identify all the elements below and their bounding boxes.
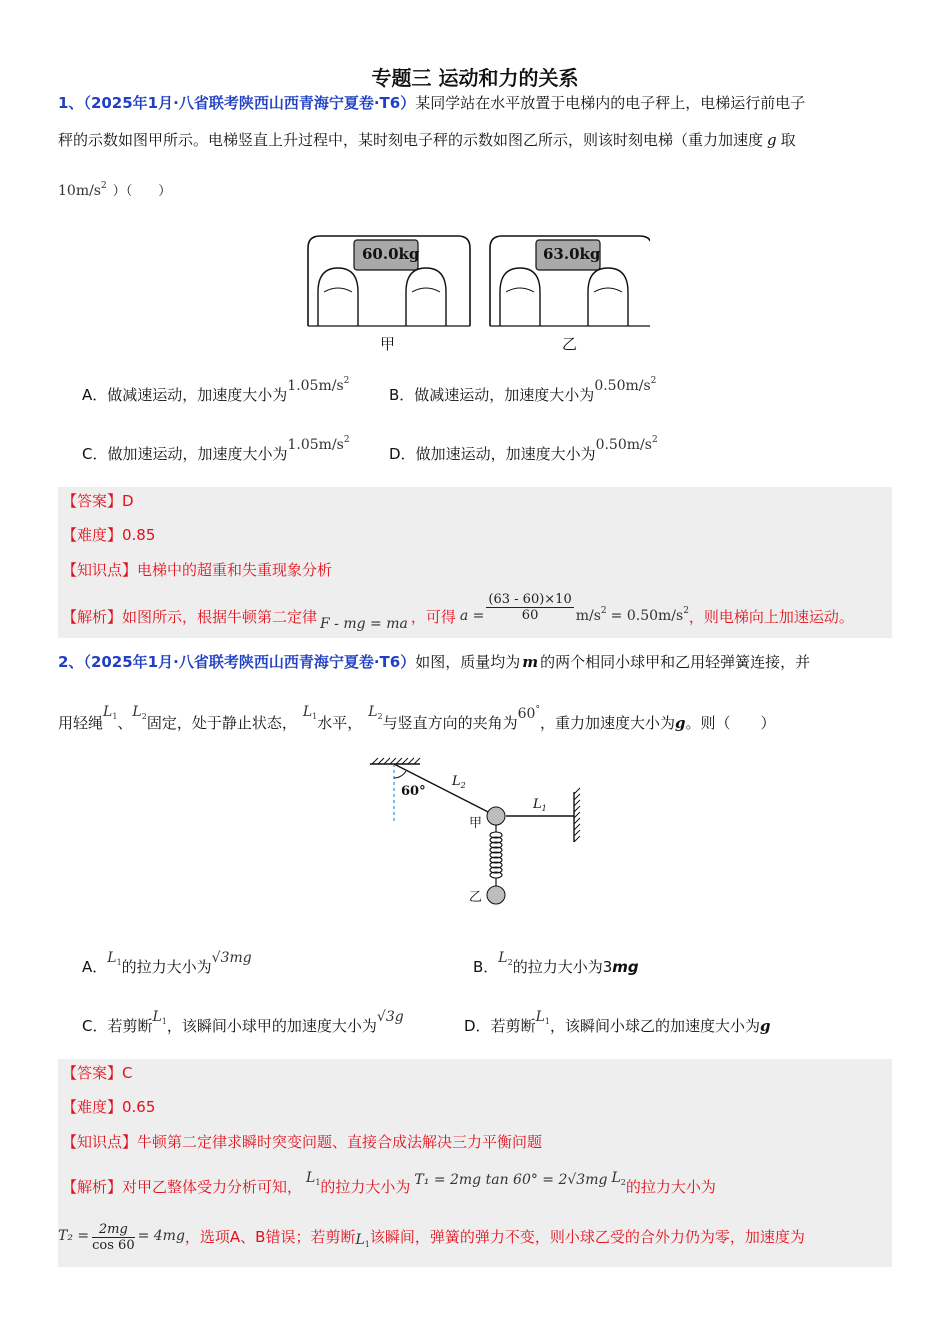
q1-answer: 【答案】D: [62, 492, 134, 510]
q2-analysis-line2: [58, 1222, 805, 1253]
q1-stem-line3: [58, 180, 171, 199]
option-text: 的拉力大小为: [121, 958, 212, 976]
option-value: 0.50m/s: [595, 437, 652, 453]
q2-analysis-text1: 【解析】对甲乙整体受力分析可知，: [62, 1178, 303, 1196]
q2-difficulty: 【难度】0.65: [62, 1098, 156, 1116]
q2-L1-sub: 1: [112, 712, 118, 721]
q2-text-g: 。则（ ）: [685, 714, 776, 732]
q2-angle: 60: [517, 706, 536, 722]
scale-a-reading: 60.0kg: [362, 245, 420, 263]
q1-unit-exp: 2: [101, 181, 107, 191]
q2-stem-line1: [58, 651, 810, 672]
option-text-b: ，该瞬间小球乙的加速度大小为: [549, 1017, 760, 1035]
foot-right-b: [588, 268, 628, 326]
q2-answer: 【答案】C: [62, 1064, 133, 1082]
option-text: 做减速运动，加速度大小为: [107, 386, 288, 404]
fig-l1-letter: L: [533, 797, 542, 812]
q2-analysis-text5: 该瞬间，弹簧的弹力不变，则小球乙受的合外力仍为零，加速度为: [369, 1228, 805, 1246]
q2-degree: °: [535, 705, 540, 715]
option-value: g: [759, 1017, 771, 1035]
option-L: L: [535, 1009, 545, 1025]
q2-analysis-L1: L: [306, 1170, 316, 1186]
q2-source: （2025年1月·八省联考陕西山西青海宁夏卷·T6）: [83, 653, 416, 671]
q2-analysis-text4: ，选项A、B错误；若剪断: [184, 1228, 356, 1246]
q1-analysis-text1: 【解析】如图所示，根据牛顿第二定律: [62, 608, 318, 626]
q2-analysis-fraction: [92, 1222, 134, 1253]
fraction-numerator: (63 - 60)×10: [488, 592, 572, 607]
option-label: C．: [82, 1017, 108, 1035]
q2-m-symbol: m: [522, 653, 539, 671]
fraction-denominator: cos 60: [92, 1238, 135, 1253]
q1-option-d[interactable]: [389, 435, 658, 464]
option-value: √3mg: [211, 950, 252, 966]
option-L-sub: 1: [116, 958, 122, 967]
q1-analysis-unit: m/s: [575, 608, 601, 624]
option-L: L: [498, 950, 508, 966]
q1-stem-line1: [58, 92, 805, 113]
q2-stem-line2: [58, 704, 776, 733]
q2-text-a: 用轻绳: [58, 714, 104, 732]
q2-L1-b: L: [302, 704, 313, 720]
option-label: A．: [82, 386, 108, 404]
option-label: D．: [389, 445, 416, 463]
q1-analysis-result: = 0.50m/s: [610, 608, 684, 624]
fig-l2-letter: L: [452, 774, 461, 789]
q2-analysis-text2: 的拉力大小为: [320, 1178, 411, 1196]
q2-knowledge: 【知识点】牛顿第二定律求瞬时突变问题、直接合成法解决三力平衡问题: [62, 1133, 543, 1151]
q1-analysis-eq1: F - mg = ma: [320, 616, 408, 632]
q1-analysis-text2: ，可得: [410, 608, 456, 626]
q1-stem-line2: [58, 129, 796, 150]
q2-analysis-L1-b: L: [355, 1232, 365, 1248]
option-text: 做加速运动，加速度大小为: [107, 445, 288, 463]
q1-option-c[interactable]: [82, 435, 350, 464]
q1-analysis-text3: ，则电梯向上加速运动。: [688, 608, 854, 626]
scale-b-reading: 63.0kg: [543, 245, 601, 263]
q2-number: 2、: [58, 653, 84, 671]
option-exp: 2: [343, 376, 350, 386]
q2-option-a[interactable]: [82, 950, 252, 977]
fig-ball-jia-label: 甲: [469, 816, 483, 831]
q1-option-b[interactable]: [389, 376, 657, 405]
fig-l2-label: [452, 774, 466, 789]
q1-blank: ）（ ）: [112, 184, 172, 199]
q2-L2-b: L: [368, 704, 378, 720]
foot-left-a: [318, 268, 358, 326]
option-L-sub: 1: [161, 1017, 167, 1026]
q1-difficulty: 【难度】0.85: [62, 526, 156, 544]
option-exp: 2: [650, 376, 657, 386]
q2-stem-text1: 如图，质量均为: [415, 653, 521, 671]
option-text: 的拉力大小为3: [512, 958, 613, 976]
q2-L2-sub: 2: [141, 712, 147, 721]
option-label: C．: [82, 445, 108, 463]
q2-option-b[interactable]: [473, 950, 639, 977]
option-text-b: ，该瞬间小球甲的加速度大小为: [166, 1017, 377, 1035]
fig-l1-sub: 1: [541, 804, 547, 813]
q2-analysis-result: = 4mg: [137, 1228, 185, 1244]
option-label: D．: [464, 1017, 491, 1035]
q2-L1: L: [103, 704, 113, 720]
q1-stem-text2: 秤的示数如图甲所示。电梯竖直上升过程中，某时刻电子秤的示数如图乙所示，则该时刻电梯（重力加速度: [58, 131, 764, 149]
fig-angle-label: 60°: [401, 784, 426, 799]
q2-analysis-T2: T₂ =: [58, 1228, 90, 1244]
spring: [490, 832, 502, 878]
q1-analysis-fraction: [486, 592, 573, 623]
q1-stem-text2b: 取: [780, 131, 796, 149]
q1-analysis-a: a =: [459, 608, 485, 624]
q1-analysis: [62, 592, 854, 632]
option-value: mg: [612, 958, 639, 976]
q2-text-d: 水平，: [317, 714, 363, 732]
option-text: 若剪断: [107, 1017, 153, 1035]
option-value: 1.05m/s: [287, 378, 344, 394]
option-L: L: [152, 1009, 162, 1025]
ball-yi: [487, 886, 505, 904]
q2-analysis-L1-b-sub: 1: [364, 1240, 370, 1249]
option-L-sub: 1: [544, 1017, 550, 1026]
q2-L1-b-sub: 1: [312, 712, 318, 721]
option-L-sub: 2: [507, 958, 513, 967]
q1-unit: 10m/s: [58, 183, 101, 199]
q2-L2-b-sub: 2: [377, 712, 383, 721]
option-text: 做加速运动，加速度大小为: [415, 445, 596, 463]
q2-option-d[interactable]: [464, 1009, 771, 1036]
q1-analysis-unit-exp: 2: [600, 606, 607, 616]
option-value: 0.50m/s: [594, 378, 651, 394]
q2-L2: L: [132, 704, 142, 720]
q1-stem-text1: 某同学站在水平放置于电梯内的电子秤上，电梯运行前电子: [415, 94, 806, 112]
q2-text-f: ，重力加速度大小为: [539, 714, 675, 732]
foot-left-b: [500, 268, 540, 326]
q1-source: （2025年1月·八省联考陕西山西青海宁夏卷·T6）: [83, 94, 416, 112]
option-text: 若剪断: [490, 1017, 536, 1035]
option-exp: 2: [651, 435, 658, 445]
q1-knowledge: 【知识点】电梯中的超重和失重现象分析: [62, 561, 333, 579]
q2-analysis-line1: [62, 1170, 716, 1197]
fraction-denominator: 60: [521, 608, 539, 623]
q2-text-c: 固定，处于静止状态，: [146, 714, 297, 732]
option-label: B．: [473, 958, 499, 976]
q2-analysis-L2: L: [611, 1170, 621, 1186]
scale-a-label: 甲: [380, 335, 396, 353]
q2-text-b: 、: [117, 714, 133, 732]
fig-l2-sub: 2: [460, 781, 466, 790]
q1-option-a[interactable]: [82, 376, 350, 405]
q1-number: 1、: [58, 94, 84, 112]
q2-g: g: [674, 714, 686, 732]
ball-jia: [487, 807, 505, 825]
q2-stem-text1b: 的两个相同小球甲和乙用轻弹簧连接，并: [540, 653, 811, 671]
foot-right-a: [406, 268, 446, 326]
q2-analysis-text3: 的拉力大小为: [625, 1178, 716, 1196]
q1-analysis-result-exp: 2: [683, 606, 689, 616]
option-value: √3g: [376, 1009, 404, 1025]
option-value: 1.05m/s: [287, 437, 344, 453]
fig-l1-label: [533, 797, 547, 812]
q1-g-symbol: g: [767, 131, 777, 149]
option-L: L: [107, 950, 117, 966]
option-text: 做减速运动，加速度大小为: [414, 386, 595, 404]
fig-ball-yi-label: 乙: [469, 890, 483, 905]
angle-arc: [394, 771, 406, 778]
option-exp: 2: [343, 435, 350, 445]
option-label: B．: [389, 386, 415, 404]
q2-analysis-eq1: T₁ = 2mg tan 60° = 2√3mg: [414, 1172, 608, 1188]
q2-text-e: 与竖直方向的夹角为: [382, 714, 518, 732]
option-label: A．: [82, 958, 108, 976]
scale-b-label: 乙: [562, 335, 578, 353]
fraction-numerator: 2mg: [92, 1222, 134, 1238]
q2-analysis-L1-sub: 1: [315, 1178, 321, 1187]
q2-option-c[interactable]: [82, 1009, 404, 1036]
q2-analysis-L2-sub: 2: [620, 1178, 626, 1187]
page-title: 专题三 运动和力的关系: [371, 66, 579, 90]
